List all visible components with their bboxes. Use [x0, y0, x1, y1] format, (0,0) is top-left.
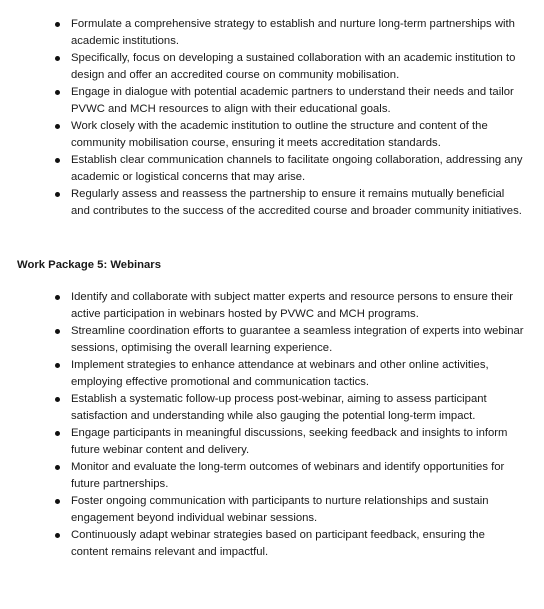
- list-item: [55, 152, 525, 186]
- bullet-icon: [55, 363, 60, 368]
- list-item: [55, 16, 525, 50]
- list-item: [55, 186, 525, 220]
- list-item: [55, 323, 525, 357]
- bullet-icon: [55, 465, 60, 470]
- bullet-icon: [55, 397, 60, 402]
- list-item: [55, 118, 525, 152]
- list-item-text: Monitor and evaluate the long-term outcomes of webinars and identify opportunities for future partnerships.: [71, 461, 505, 490]
- bullet-icon: [55, 192, 60, 197]
- list-item-text: Specifically, focus on developing a sustained collaboration with an academic institution to design and offer an accredited course on community mobilisation.: [71, 52, 516, 81]
- list-item-text: Work closely with the academic institution to outline the structure and content of the community mobilisation course, ensuring it meets accreditation standards.: [71, 120, 488, 149]
- list-item: [55, 391, 525, 425]
- list-item: [55, 84, 525, 118]
- list-item-text: Regularly assess and reassess the partnership to ensure it remains mutually beneficial and contributes to the success of the accredited course and broader community initiatives.: [71, 188, 522, 217]
- bullet-icon: [55, 56, 60, 61]
- list-item: [55, 357, 525, 391]
- list-item: [55, 527, 525, 561]
- list-item: [55, 50, 525, 84]
- bullet-icon: [55, 431, 60, 436]
- list-item-text: Engage participants in meaningful discussions, seeking feedback and insights to inform future webinar content and delivery.: [71, 427, 508, 456]
- list-item-text: Formulate a comprehensive strategy to establish and nurture long-term partnerships with academic institutions.: [71, 18, 515, 47]
- list-item: [55, 425, 525, 459]
- list-item-text: Implement strategies to enhance attendance at webinars and other online activities, employing effective promotional and communication tactics.: [71, 359, 489, 388]
- list-item: [55, 493, 525, 527]
- webinars-bullet-list: [55, 289, 525, 561]
- list-item-text: Engage in dialogue with potential academic partners to understand their needs and tailor PVWC and MCH resources to align with their educational goals.: [71, 86, 514, 115]
- list-item-text: Streamline coordination efforts to guarantee a seamless integration of experts into webinar sessions, optimising the overall learning experience.: [71, 325, 524, 354]
- list-item: [55, 459, 525, 493]
- intro-bullet-list: [55, 16, 525, 220]
- bullet-icon: [55, 329, 60, 334]
- section-heading-work-package-5: Work Package 5: Webinars: [17, 259, 161, 271]
- list-item-text: Establish a systematic follow-up process post-webinar, aiming to assess participant satisfaction and understanding while also gauging the potential long-term impact.: [71, 393, 487, 422]
- list-item-text: Foster ongoing communication with participants to nurture relationships and sustain engagement beyond individual webinar sessions.: [71, 495, 489, 524]
- bullet-icon: [55, 90, 60, 95]
- list-item: [55, 289, 525, 323]
- list-item-text: Continuously adapt webinar strategies based on participant feedback, ensuring the content remains relevant and impactful.: [71, 529, 485, 558]
- bullet-icon: [55, 499, 60, 504]
- bullet-icon: [55, 22, 60, 27]
- bullet-icon: [55, 158, 60, 163]
- bullet-icon: [55, 295, 60, 300]
- bullet-icon: [55, 124, 60, 129]
- list-item-text: Establish clear communication channels to facilitate ongoing collaboration, addressing any academic or logistical concerns that may arise.: [71, 154, 523, 183]
- bullet-icon: [55, 533, 60, 538]
- list-item-text: Identify and collaborate with subject matter experts and resource persons to ensure their active participation in webinars hosted by PVWC and MCH programs.: [71, 291, 514, 320]
